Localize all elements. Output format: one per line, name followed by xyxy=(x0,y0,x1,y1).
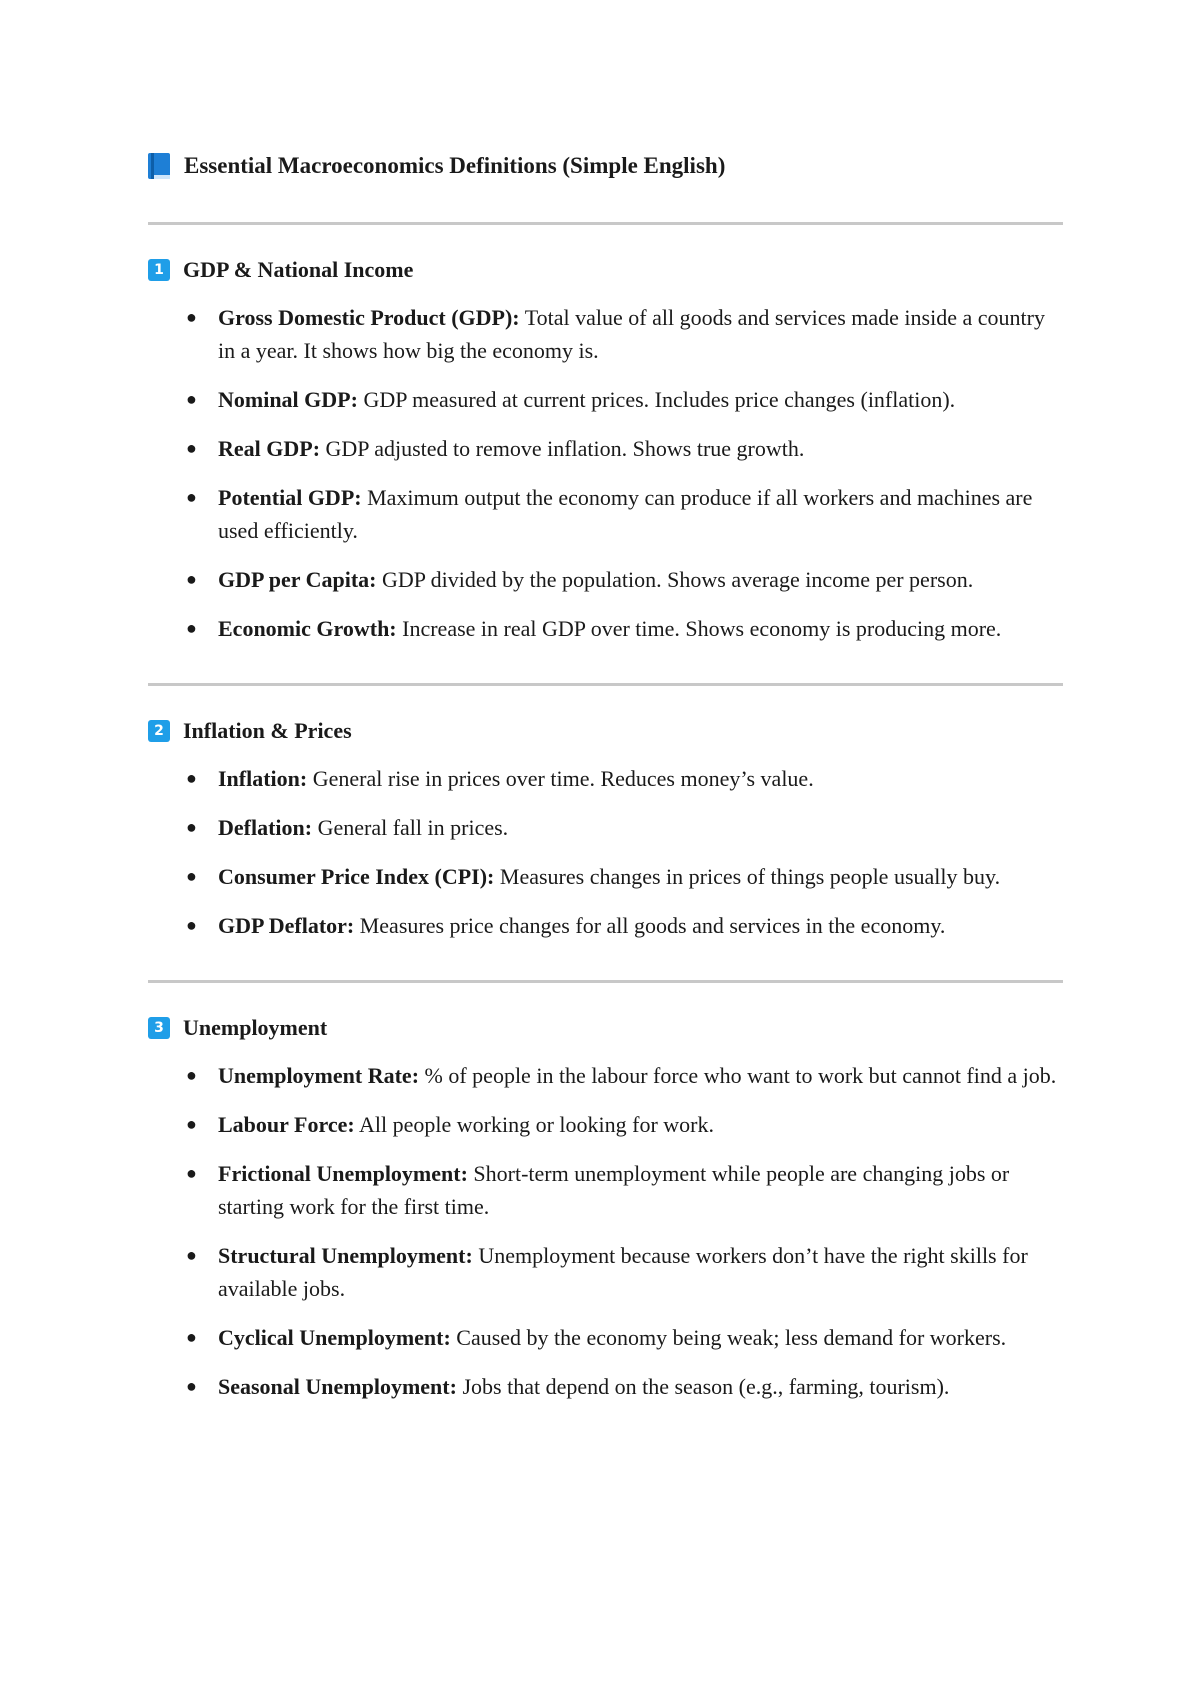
definition-list xyxy=(148,1059,1063,1403)
section-title: Inflation & Prices xyxy=(183,718,352,743)
document-page xyxy=(148,148,1063,1403)
list-item xyxy=(148,1108,1063,1141)
definition: Measures changes in prices of things people usually buy. xyxy=(499,864,1001,889)
bullet-icon: ● xyxy=(186,307,197,327)
list-item xyxy=(148,432,1063,465)
list-item xyxy=(148,1239,1063,1305)
definition: All people working or looking for work. xyxy=(358,1112,714,1137)
definition: Unemployment because workers don’t have the right skills for available jobs. xyxy=(218,1243,1028,1301)
section-heading-unemployment xyxy=(148,1011,1063,1045)
list-item xyxy=(148,1370,1063,1403)
divider xyxy=(148,222,1063,225)
bullet-icon: ● xyxy=(186,768,197,788)
bullet-icon: ● xyxy=(186,817,197,837)
divider xyxy=(148,683,1063,686)
divider xyxy=(148,980,1063,983)
bullet-icon: ● xyxy=(186,915,197,935)
definition: Measures price changes for all goods and services in the economy. xyxy=(359,913,946,938)
document-title: Essential Macroeconomics Definitions (Simple English) xyxy=(184,153,726,178)
blue-book-icon xyxy=(148,153,170,179)
definition-list xyxy=(148,762,1063,942)
number-3-icon: 3 xyxy=(148,1017,170,1039)
number-1-icon: 1 xyxy=(148,259,170,281)
section-heading-gdp xyxy=(148,253,1063,287)
definition: Total value of all goods and services made inside a country in a year. It shows how big the economy is. xyxy=(218,305,1045,363)
term: Labour Force: xyxy=(218,1112,355,1137)
list-item xyxy=(148,811,1063,844)
term: Structural Unemployment: xyxy=(218,1243,473,1268)
bullet-icon: ● xyxy=(186,389,197,409)
bullet-icon: ● xyxy=(186,1163,197,1183)
list-item xyxy=(148,860,1063,893)
bullet-icon: ● xyxy=(186,1327,197,1347)
definition: Short-term unemployment while people are changing jobs or starting work for the first time. xyxy=(218,1161,1010,1219)
number-2-icon: 2 xyxy=(148,720,170,742)
term: Cyclical Unemployment: xyxy=(218,1325,451,1350)
list-item xyxy=(148,1157,1063,1223)
bullet-icon: ● xyxy=(186,569,197,589)
definition: General fall in prices. xyxy=(317,815,509,840)
definition: Maximum output the economy can produce if all workers and machines are used efficiently. xyxy=(218,485,1033,543)
definition-list xyxy=(148,301,1063,645)
bullet-icon: ● xyxy=(186,1065,197,1085)
term: Potential GDP: xyxy=(218,485,362,510)
definition: Jobs that depend on the season (e.g., farming, tourism). xyxy=(462,1374,950,1399)
term: Nominal GDP: xyxy=(218,387,358,412)
term: Inflation: xyxy=(218,766,308,791)
bullet-icon: ● xyxy=(186,487,197,507)
definition: GDP measured at current prices. Includes price changes (inflation). xyxy=(363,387,956,412)
bullet-icon: ● xyxy=(186,618,197,638)
term: Consumer Price Index (CPI): xyxy=(218,864,495,889)
list-item xyxy=(148,481,1063,547)
definition: GDP adjusted to remove inflation. Shows true growth. xyxy=(325,436,805,461)
term: Deflation: xyxy=(218,815,313,840)
definition: Increase in real GDP over time. Shows economy is producing more. xyxy=(402,616,1002,641)
list-item xyxy=(148,563,1063,596)
list-item xyxy=(148,909,1063,942)
term: Frictional Unemployment: xyxy=(218,1161,468,1186)
term: Seasonal Unemployment: xyxy=(218,1374,457,1399)
list-item xyxy=(148,383,1063,416)
term: GDP Deflator: xyxy=(218,913,355,938)
list-item xyxy=(148,1059,1063,1092)
definition: % of people in the labour force who want to work but cannot find a job. xyxy=(424,1063,1057,1088)
term: Unemployment Rate: xyxy=(218,1063,420,1088)
section-title: GDP & National Income xyxy=(183,257,414,282)
definition: General rise in prices over time. Reduces money’s value. xyxy=(312,766,814,791)
term: GDP per Capita: xyxy=(218,567,377,592)
section-heading-inflation xyxy=(148,714,1063,748)
section-title: Unemployment xyxy=(183,1015,328,1040)
bullet-icon: ● xyxy=(186,866,197,886)
list-item xyxy=(148,612,1063,645)
document-title-row xyxy=(148,148,1063,184)
list-item xyxy=(148,762,1063,795)
definition: GDP divided by the population. Shows average income per person. xyxy=(381,567,974,592)
term: Economic Growth: xyxy=(218,616,397,641)
bullet-icon: ● xyxy=(186,1114,197,1134)
list-item xyxy=(148,1321,1063,1354)
bullet-icon: ● xyxy=(186,1245,197,1265)
definition: Caused by the economy being weak; less demand for workers. xyxy=(456,1325,1007,1350)
term: Real GDP: xyxy=(218,436,321,461)
bullet-icon: ● xyxy=(186,438,197,458)
list-item xyxy=(148,301,1063,367)
term: Gross Domestic Product (GDP): xyxy=(218,305,520,330)
bullet-icon: ● xyxy=(186,1376,197,1396)
